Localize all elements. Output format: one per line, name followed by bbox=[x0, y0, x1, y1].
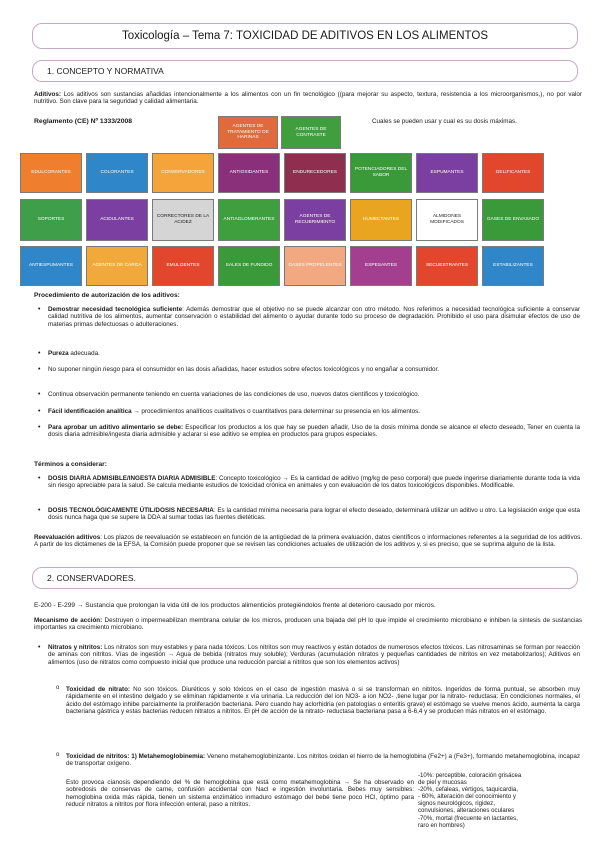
grid-cell-row1-5: POTENCIADORES DEL SABOR bbox=[350, 153, 412, 193]
mecanismo-accion: Mecanismo de acción: Destruyen o impermeabilizan membrana celular de los micros, producen una bajada del pH lo que impide el crecimiento microbiano e inhiben la síntesis de sustancias importantes xa crecimiento microbiano. bbox=[34, 617, 582, 632]
grid-cell-row3-2: EMULGENTES bbox=[152, 246, 214, 286]
terminos-heading: Términos a considerar: bbox=[34, 461, 107, 468]
grid-cell-row3-7: ESTABILIZANTES bbox=[482, 246, 544, 286]
toxicidad-nitritos: o Toxicidad de nitritos: 1) Metahemoglobinemia: Veneno metahemoglobinizante. Los nitritos oxidan el hierro de la hemoglobina (Fe2+) a (Fe3+), formando metahemoglobina, incapaz de transportar oxígeno. bbox=[66, 753, 580, 768]
grid-cell-row3-5: ESPESANTES bbox=[350, 246, 412, 286]
grid-cell-row1-7: GELIFICANTES bbox=[482, 153, 544, 193]
section-heading-concepto: 1. CONCEPTO Y NORMATIVA bbox=[32, 60, 578, 82]
section-heading-conservadores: 2. CONSERVADORES. bbox=[32, 567, 578, 589]
termino-dosis-util: • DOSIS TECNOLÓGICAMENTE ÚTIL/DOSIS NECESARIA: Es la cantidad mínima necesaria para lograr el efecto deseado, determinará utilizar un aditivo u otro. La legislación exige que esta dosis nunca haga que se supere la DDA al sumar todas las fuentes dietéticas. bbox=[48, 507, 580, 522]
metahemoglobina-level-line: convulsiones, alteraciones oculares bbox=[418, 807, 515, 815]
grid-cell-row3-0: ANTIESPUMANTES bbox=[20, 246, 82, 286]
grid-cell-row2-0: SOPORTES bbox=[20, 199, 82, 241]
reglamento-note: Cuales se pueden usar y cual es su dosis máximas. bbox=[372, 118, 517, 125]
metahemoglobina-level-line: raro en hombres) bbox=[418, 821, 465, 829]
grid-cell-row2-4: AGENTES DE RECUBRIMIENTO bbox=[284, 199, 346, 241]
grid-cell-row3-3: SALES DE FUNDIDO bbox=[218, 246, 280, 286]
grid-cell-row1-0: EDULCORANTES bbox=[20, 153, 82, 193]
grid-cell-tratamiento-harinas: AGENTES DE TRATAMIENTO DE HARINAS bbox=[218, 116, 278, 149]
grid-cell-row1-1: COLORANTES bbox=[86, 153, 148, 193]
grid-cell-row1-3: ANTIOXIDANTES bbox=[218, 153, 280, 193]
bullet-riesgo: • No suponer ningún riesgo para el consumidor en las dosis añadidas, hacer estudios sobre efectos toxicológicos y no engañar a consumidor. bbox=[48, 366, 580, 373]
reglamento-label: Reglamento (CE) Nº 1333/2008 bbox=[34, 118, 133, 125]
grid-cell-row2-3: ANTIAGLOMERANTES bbox=[218, 199, 280, 241]
grid-cell-row2-1: ACIDULANTES bbox=[86, 199, 148, 241]
bullet-observacion: • Continua observación permanente teniendo en cuenta variaciones de las condiciones de uso, nuevos datos científicos y toxicológico. bbox=[48, 391, 580, 398]
aditivos-definition: Aditivos: Los aditivos son sustancias añadidas intencionalmente a los alimentos con un fin tecnológico ((para mejorar su aspecto, textura, resistencia a los microorganismos,), no por valor nutritivo. Son clave para la seguridad y calidad alimentaria. bbox=[34, 91, 582, 106]
metahemoglobina-level-line: -20%, cefaleas, vértigos, taquicardia, bbox=[418, 786, 518, 794]
bullet-necesidad: • Demostrar necesidad tecnológica suficiente: Además demostrar que el objetivo no se puede alcanzar con otro método. Nos referimos a necesidad tecnológica suficiente a conservar calidad nutritiva de los alimentos, aumentar conservación o estabilidad del alimento o ayudar durante todo su proceso de degradación. Prohibido el uso para disimular efectos de uso de materias primas defectuosas o adulteraciones. bbox=[48, 306, 580, 328]
cianosis-text: Esto provoca cianosis dependiendo del % de hemoglobina que está como metahemoglobina → Se ha observado en sobredosis de conservas de carne, confusión accidental con Nacl e ingestión involuntaria. Bebes muy sensibles: hemoglobina oxida más rápida, tienen un sistema enzimático inmaduro estómago del bebé tiene poco HCl, óptimo para reducir nitratos a nitritos por flora infección enteral, paso a nitritos. bbox=[66, 779, 414, 809]
grid-cell-row2-5: HUMECTANTES bbox=[350, 199, 412, 241]
grid-cell-row1-2: CONSERVADORES bbox=[152, 153, 214, 193]
grid-cell-contraste: AGENTES DE CONTRASTE bbox=[281, 116, 341, 149]
grid-cell-row2-7: GASES DE ENVASADO bbox=[482, 199, 544, 241]
termino-dda: • DOSIS DIARIA ADMISIBLE/INGESTA DIARIA ADMISIBLE: Concepto toxicológico → Es la cantidad de aditivo (mg/kg de peso corporal) que puede ingerirse diariamente durante toda la vida sin riesgo apreciable para la salud. Se calcula mediante estudios de toxicidad crónica en animales y con evaluación de los datos toxicológicos disponibles. Modificable. bbox=[48, 475, 580, 490]
grid-cell-row3-6: SECUESTRANTES bbox=[416, 246, 478, 286]
metahemoglobina-levels bbox=[418, 772, 588, 829]
grid-cell-row3-4: GASES PROPELENTES bbox=[284, 246, 346, 286]
conservadores-range: E-200 - E-299 → Sustancia que prolongan la vida útil de los productos alimenticios protegiéndolos frente al deterioro causado por micros. bbox=[34, 602, 436, 609]
toxicidad-nitrato: o Toxicidad de nitrato: No son tóxicos. Diuréticos y solo tóxicos en el caso de ingestión masiva o si se transforman en nitritos. Ingeridos de forma puntual, se absorben muy rápidamente en el intestino delgado y se eliminan rápidamente x vía urinaria. La reducción del ion NO3- a ion NO2- ,tiene lugar por la nitrato- reductasa: En condiciones normales, el ácido del estómago inhibe parcialmente la proliferación bacteriana. Pero cuando hay aclorhidria (en patologías o enteritis grave) el estómago se vuelve menos ácido, aumenta la carga bacteriana gástrica y estas bacterias reducen nitratos a nitritos. El pH de acción de la nitrato- reductasa bacteriana pasa a 6-6,4 y se producen más nitratos en el estómago. bbox=[66, 686, 580, 716]
metahemoglobina-level-line: -70%, mortal (frecuente en lactantes, bbox=[418, 814, 518, 822]
grid-cell-row2-2: CORRECTORES DE LA ACIDEZ bbox=[152, 199, 214, 241]
bullet-aprobar: • Para aprobar un aditivo alimentario se debe: Especificar los productos a los que hay se pueden añadir, Uso de la dosis mínima donde se alcance el efecto deseado, Tener en cuenta la dosis diaria admisible/ingesta diaria admisible y aclarar si ese aditivo se emplea en productos para grupos especiales. bbox=[48, 424, 580, 439]
bullet-nitratos: • Nitratos y nitritos: Los nitratos son muy estables y para nada tóxicos. Los nitritos son muy reactivos y están dotados de numerosos efectos tóxicos. Las nitrosaminas se forman por reacción de aminas con nitritos. Vías de ingestión → Agua de bebida (nitratos muy soluble); Verduras (acumulación nitratos y pequeñas cantidades de nitritos en vez metabolizarlos); Aditivos en alimentos (uso de nitratos como compuesto inicial que produce una reducción parcial a nitritos que son los elementos activos) bbox=[48, 644, 580, 666]
grid-cell-row1-6: ESPUMANTES bbox=[416, 153, 478, 193]
grid-cell-row1-4: ENDURECEDORES bbox=[284, 153, 346, 193]
page-title: Toxicología – Tema 7: TOXICIDAD DE ADITIVOS EN LOS ALIMENTOS bbox=[32, 23, 578, 49]
metahemoglobina-level-line: de piel y mucosas bbox=[418, 779, 467, 787]
bullet-pureza: • Pureza adecuada. bbox=[48, 350, 580, 357]
metahemoglobina-level-line: -10%: perceptible, coloración grisácea bbox=[418, 772, 522, 779]
reevaluacion-text: Reevaluación aditivos: Los plazos de reevaluación se establecen en función de la antigüedad de la primera evaluación, datos científicos o informaciones referentes a la seguridad de los aditivos. A partir de los dictámenes de la EFSA, la Comisión puede proponer que se revisen las condiciones actuales de utilización de los aditivos y, si es preciso, que se suprima alguno de la lista. bbox=[34, 534, 582, 549]
metahemoglobina-level-line: - 60%, alteración del conocimiento y bbox=[418, 793, 516, 801]
procedimiento-heading: Procedimiento de autorización de los aditivos: bbox=[34, 292, 180, 299]
grid-cell-row3-1: AGENTES DE CARGA bbox=[86, 246, 148, 286]
bullet-identificacion: • Fácil identificación analítica → procedimientos analíticos cualitativos o cuantitativos para determinar su presencia en los alimentos. bbox=[48, 408, 580, 415]
grid-cell-row2-6: ALMIDONES MODIFICADOS bbox=[416, 199, 478, 241]
metahemoglobina-level-line: signos neurológicos, rigidez, bbox=[418, 800, 495, 808]
